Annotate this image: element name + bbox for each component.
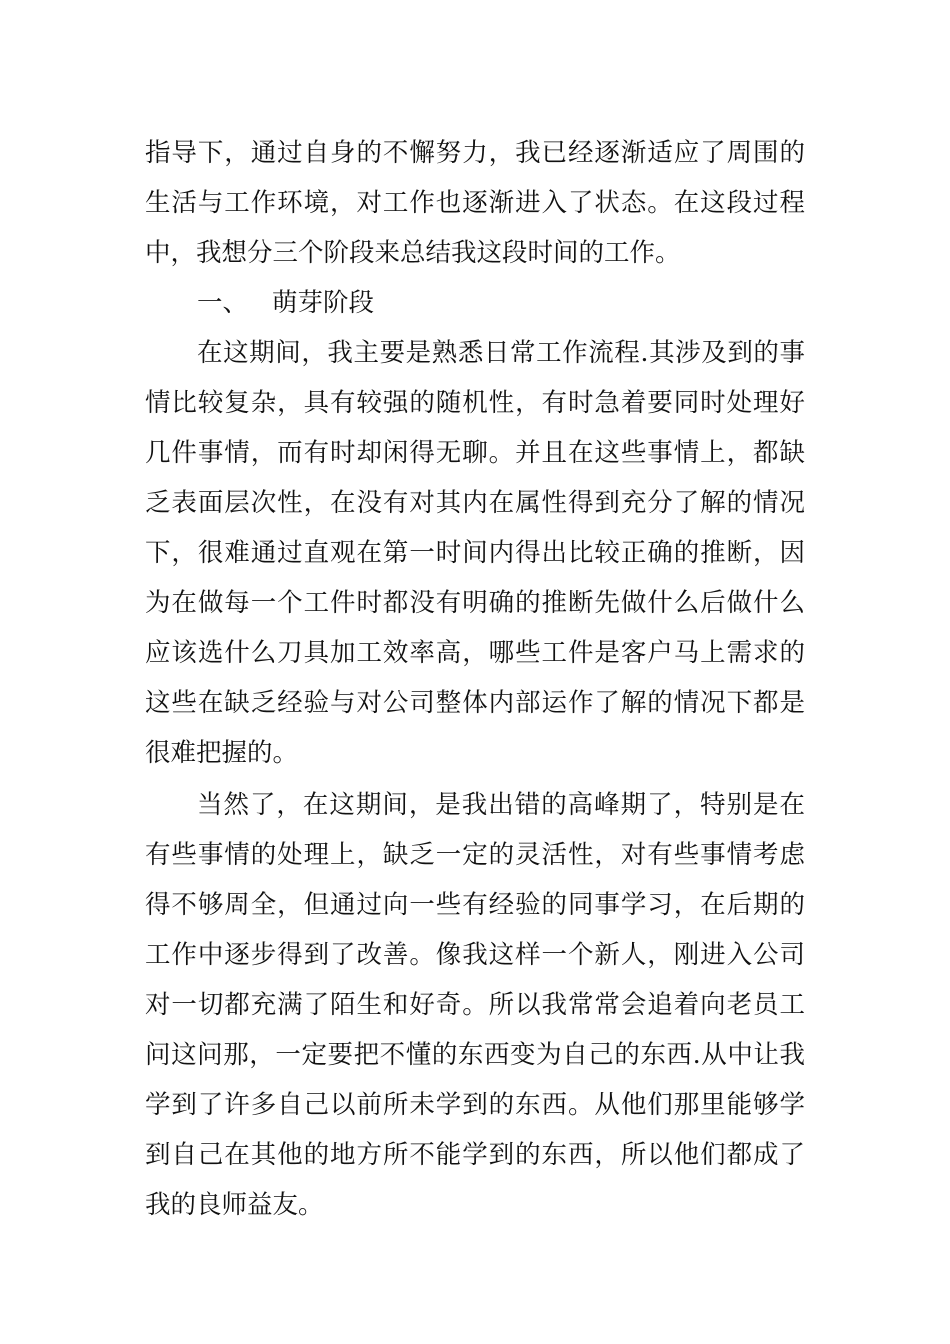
intro-line: 指导下，通过自身的不懈努力，我已经逐渐适应了周围的 <box>145 138 805 168</box>
section-number: 一、 <box>197 288 249 318</box>
section-heading <box>145 278 805 328</box>
section-title: 萌芽阶段 <box>272 288 375 318</box>
paragraph-line: 对一切都充满了陌生和好奇。所以我常常会追着向老员工 <box>145 990 805 1020</box>
paragraph-line: 当然了，在这期间，是我出错的高峰期了，特别是在 <box>197 790 805 820</box>
paragraph-line: 有些事情的处理上，缺乏一定的灵活性，对有些事情考虑 <box>145 840 805 870</box>
paragraph-line: 应该选什么刀具加工效率高，哪些工件是客户马上需求的 <box>145 638 805 668</box>
paragraph-line: 在这期间，我主要是熟悉日常工作流程.其涉及到的事 <box>197 338 805 368</box>
paragraph-line: 得不够周全，但通过向一些有经验的同事学习，在后期的 <box>145 890 805 920</box>
paragraph-line: 学到了许多自己以前所未学到的东西。从他们那里能够学 <box>145 1090 805 1120</box>
paragraph-line: 乏表面层次性，在没有对其内在属性得到充分了解的情况 <box>145 488 805 518</box>
paragraph-line: 情比较复杂，具有较强的随机性，有时急着要同时处理好 <box>145 388 805 418</box>
document-body <box>145 128 805 1230</box>
paragraph-line: 问这问那，一定要把不懂的东西变为自己的东西.从中让我 <box>145 1040 805 1070</box>
paragraph-line: 这些在缺乏经验与对公司整体内部运作了解的情况下都是 <box>145 688 805 718</box>
paragraph-line: 很难把握的。 <box>145 738 299 768</box>
intro-line: 生活与工作环境，对工作也逐渐进入了状态。在这段过程 <box>145 188 805 218</box>
paragraph-line: 我的良师益友。 <box>145 1190 324 1220</box>
paragraph-1 <box>145 328 805 778</box>
paragraph-line: 到自己在其他的地方所不能学到的东西，所以他们都成了 <box>145 1140 805 1170</box>
paragraph-line: 为在做每一个工件时都没有明确的推断先做什么后做什么 <box>145 588 805 618</box>
paragraph-line: 几件事情，而有时却闲得无聊。并且在这些事情上，都缺 <box>145 438 805 468</box>
intro-line: 中，我想分三个阶段来总结我这段时间的工作。 <box>145 238 681 268</box>
paragraph-2 <box>145 780 805 1230</box>
paragraph-line: 下，很难通过直观在第一时间内得出比较正确的推断，因 <box>145 538 805 568</box>
paragraph-line: 工作中逐步得到了改善。像我这样一个新人，刚进入公司 <box>145 940 805 970</box>
